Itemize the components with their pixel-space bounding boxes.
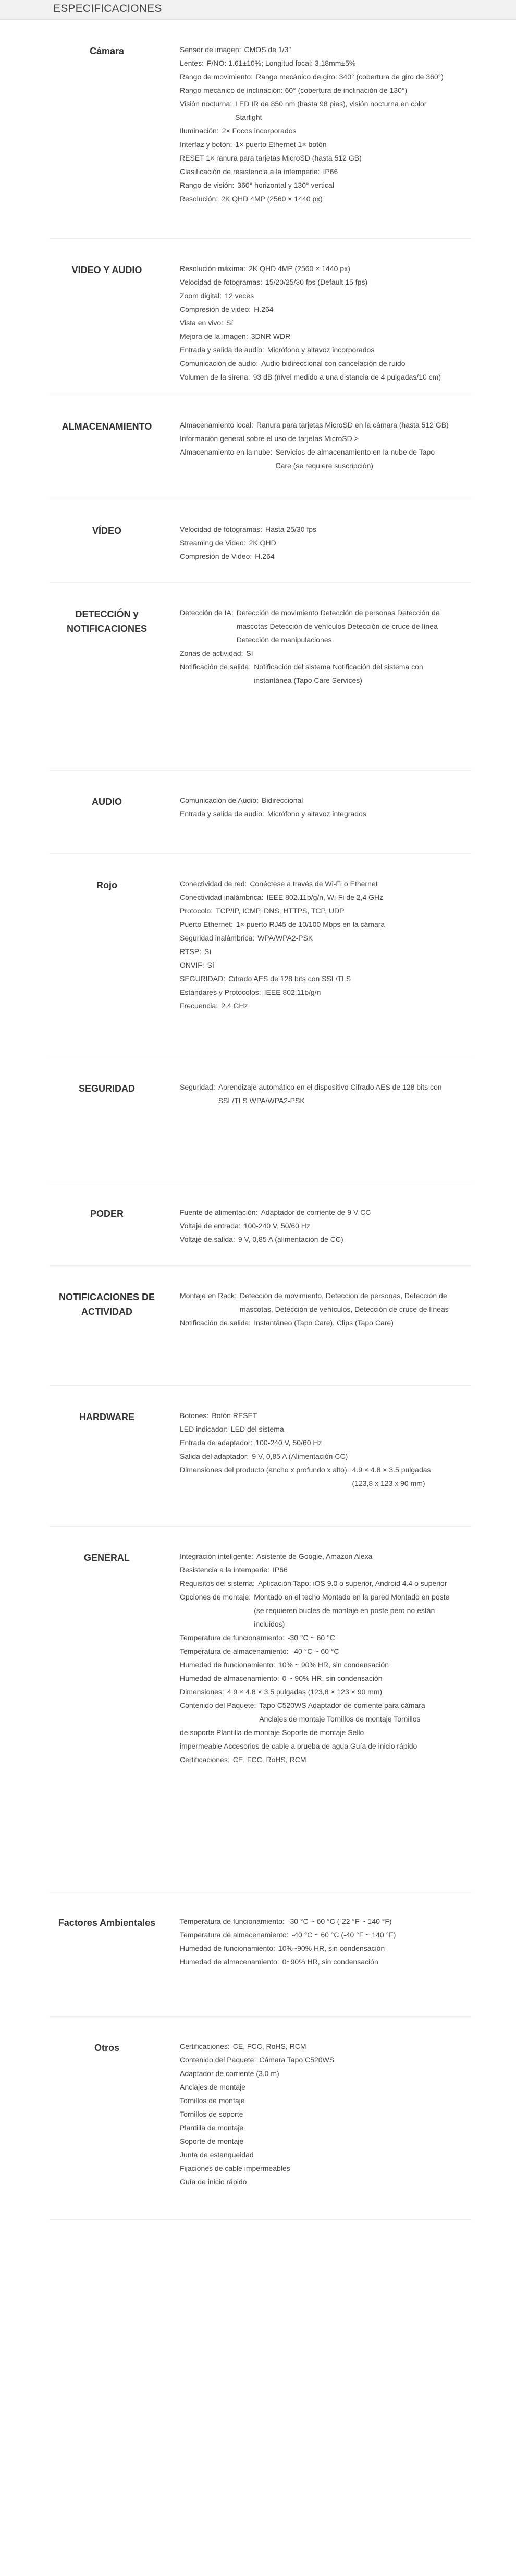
- spec-value: Sí: [204, 947, 212, 956]
- spec-value: 15/20/25/30 fps (Default 15 fps): [265, 278, 368, 286]
- spec-row: [180, 985, 451, 999]
- spec-row: [180, 1080, 451, 1107]
- spec-value: Cifrado AES de 128 bits con SSL/TLS: [228, 974, 351, 983]
- spec-value: Detección de movimiento Detección de personas Detección de mascotas Detección de vehículos Detección de cruce de línea Detección de manipulaciones: [236, 608, 440, 644]
- spec-row: [180, 2067, 451, 2080]
- spec-value: Sí: [246, 649, 253, 657]
- spec-label: Volumen de la sirena:: [180, 373, 250, 381]
- spec-value: 360° horizontal y 130° vertical: [237, 181, 334, 189]
- spec-section-hardware: [50, 1386, 472, 1527]
- spec-row: [180, 192, 451, 205]
- spec-value: 2K QHD 4MP (2560 × 1440 px): [221, 194, 323, 203]
- spec-value: TCP/IP, ICMP, DNS, HTTPS, TCP, UDP: [216, 907, 345, 915]
- spec-label: Voltaje de salida:: [180, 1235, 235, 1243]
- spec-value: IP66: [323, 167, 338, 176]
- spec-row: [180, 178, 451, 192]
- spec-row: [180, 1422, 451, 1436]
- spec-value: de soporte Plantilla de montaje Soporte de montaje Sello: [180, 1728, 364, 1737]
- spec-value: CE, FCC, RoHS, RCM: [232, 2042, 306, 2050]
- spec-row: [180, 1942, 451, 1955]
- spec-label: Interfaz y botón:: [180, 140, 232, 149]
- spec-value: 2× Focos incorporados: [222, 127, 297, 135]
- section-title: GENERAL: [83, 1553, 130, 1563]
- spec-label: Frecuencia:: [180, 1002, 218, 1010]
- spec-row: [180, 97, 451, 124]
- spec-value: LED IR de 850 nm (hasta 98 pies), visión nocturna en color Starlight: [235, 100, 427, 121]
- spec-label: Resolución máxima:: [180, 264, 246, 273]
- spec-row: [180, 83, 451, 97]
- spec-section-general: [50, 1527, 472, 1891]
- spec-row: [180, 918, 451, 931]
- spec-value: Notificación del sistema Notificación del sistema con instantánea (Tapo Care Services): [254, 663, 423, 685]
- spec-value: -40 °C ~ 60 °C (-40 °F ~ 140 °F): [291, 1931, 396, 1939]
- spec-label: Resistencia a la intemperie:: [180, 1566, 269, 1574]
- spec-row: [180, 2094, 451, 2107]
- spec-value: CMOS de 1/3": [244, 45, 291, 54]
- spec-section-video-audio: [50, 239, 472, 395]
- spec-value: Bidireccional: [262, 796, 303, 804]
- spec-row: [180, 1219, 451, 1232]
- spec-row: [180, 43, 451, 56]
- spec-row: [180, 931, 451, 945]
- spec-value: Audio bidireccional con cancelación de ruido: [261, 359, 406, 368]
- spec-row: [180, 2040, 451, 2053]
- spec-value: Sí: [207, 961, 214, 969]
- spec-row: [180, 56, 451, 70]
- spec-value: IP66: [272, 1566, 288, 1574]
- spec-row: [180, 1316, 451, 1329]
- spec-row: [180, 1699, 451, 1726]
- section-title: DETECCIÓN y NOTIFICACIONES: [66, 609, 147, 634]
- spec-value: 12 veces: [225, 291, 254, 300]
- spec-label: Comunicación de Audio:: [180, 796, 259, 804]
- spec-label: Temperatura de funcionamiento:: [180, 1633, 285, 1642]
- section-body: [164, 1549, 472, 1891]
- spec-value: Asistente de Google, Amazon Alexa: [256, 1552, 373, 1560]
- spec-row: [180, 151, 451, 165]
- spec-value: 100-240 V, 50/60 Hz: [243, 1222, 310, 1230]
- spec-row: [180, 289, 451, 302]
- spec-label: Requisitos del sistema:: [180, 1579, 255, 1588]
- spec-label: Estándares y Protocolos:: [180, 988, 261, 996]
- spec-label: Salida del adaptador:: [180, 1452, 249, 1460]
- spec-row: [180, 1631, 451, 1644]
- spec-label: Integración inteligente:: [180, 1552, 253, 1560]
- spec-value: Montado en el techo Montado en la pared Montado en poste (se requieren bucles de montaje en poste pero no están incluidos): [254, 1593, 450, 1628]
- spec-label: Humedad de almacenamiento:: [180, 1674, 279, 1682]
- spec-label: Visión nocturna:: [180, 100, 232, 108]
- spec-label: Puerto Ethernet:: [180, 920, 233, 929]
- spec-label: Opciones de montaje:: [180, 1593, 251, 1601]
- section-body: [164, 1205, 472, 1265]
- spec-value: 0 ~ 90% HR, sin condensación: [282, 1674, 383, 1682]
- spec-label: Iluminación:: [180, 127, 219, 135]
- spec-label: Mejora de la imagen:: [180, 332, 248, 340]
- spec-row: [180, 999, 451, 1012]
- spec-value: 2K QHD 4MP (2560 × 1440 px): [249, 264, 350, 273]
- spec-row: [180, 2080, 451, 2094]
- spec-value: Anclajes de montaje: [180, 2083, 246, 2091]
- spec-value: Tornillos de montaje: [180, 2096, 245, 2105]
- spec-value: 1× puerto RJ45 de 10/100 Mbps en la cámara: [236, 920, 385, 929]
- spec-value: Adaptador de corriente de 9 V CC: [261, 1208, 371, 1216]
- spec-row: [180, 550, 451, 563]
- spec-row: [180, 2121, 451, 2134]
- spec-row: [180, 2162, 451, 2175]
- spec-label: Detección de IA:: [180, 608, 234, 617]
- spec-row: [180, 945, 451, 958]
- spec-value: Micrófono y altavoz integrados: [267, 810, 366, 818]
- spec-row: [180, 1914, 451, 1928]
- spec-row: [180, 2107, 451, 2121]
- section-body: [164, 2040, 472, 2219]
- spec-row: [180, 1563, 451, 1577]
- spec-label: Dimensiones:: [180, 1688, 224, 1696]
- spec-section-poder: [50, 1182, 472, 1266]
- spec-section-ambientales: [50, 1891, 472, 2017]
- section-title: Factores Ambientales: [58, 1918, 156, 1928]
- spec-label: Compresión de video:: [180, 305, 251, 313]
- spec-row: [180, 275, 451, 289]
- spec-value: 93 dB (nivel medido a una distancia de 4 pulgadas/10 cm): [253, 373, 441, 381]
- spec-value: Aprendizaje automático en el dispositivo Cifrado AES de 128 bits con SSL/TLS WPA/WPA2-PSK: [218, 1083, 442, 1105]
- section-title: VIDEO Y AUDIO: [71, 265, 142, 275]
- spec-row: [180, 1739, 451, 1753]
- spec-label: Resolución:: [180, 194, 218, 203]
- section-body: [164, 262, 472, 395]
- spec-row: [180, 370, 451, 384]
- spec-value: CE, FCC, RoHS, RCM: [232, 1755, 306, 1764]
- section-body: [164, 43, 472, 238]
- spec-row: [180, 329, 451, 343]
- spec-row: [180, 2148, 451, 2162]
- spec-label: Zonas de actividad:: [180, 649, 243, 657]
- spec-value: Soporte de montaje: [180, 2137, 244, 2145]
- spec-label: Almacenamiento en la nube:: [180, 448, 273, 456]
- spec-value: Botón RESET: [212, 1411, 257, 1420]
- spec-row: [180, 1726, 451, 1739]
- section-title: HARDWARE: [79, 1412, 134, 1422]
- spec-row: [180, 2134, 451, 2148]
- spec-value: WPA/WPA2-PSK: [257, 934, 313, 942]
- spec-label: Fuente de alimentación:: [180, 1208, 258, 1216]
- spec-label: Vista en vivo:: [180, 319, 224, 327]
- section-title: ALMACENAMIENTO: [62, 421, 152, 432]
- spec-label: Voltaje de entrada:: [180, 1222, 241, 1230]
- spec-label: Rango de movimiento:: [180, 72, 253, 81]
- section-title: PODER: [90, 1208, 124, 1219]
- spec-value: Aplicación Tapo: iOS 9.0 o superior, Android 4.4 o superior: [257, 1579, 447, 1588]
- spec-row: [180, 1436, 451, 1449]
- spec-row: [180, 522, 451, 536]
- spec-row: [180, 418, 451, 432]
- spec-label: RTSP:: [180, 947, 201, 956]
- specs-container: [50, 20, 472, 2220]
- spec-value: Rango mecánico de inclinación: 60° (cobertura de inclinación de 130°): [180, 86, 408, 94]
- spec-label: LED indicador:: [180, 1425, 228, 1433]
- spec-label: Notificación de salida:: [180, 663, 251, 671]
- spec-row: [180, 262, 451, 275]
- spec-value: Tornillos de soporte: [180, 2110, 243, 2118]
- spec-label: Temperatura de almacenamiento:: [180, 1647, 289, 1655]
- spec-label: Streaming de Video:: [180, 539, 246, 547]
- spec-row: [180, 1644, 451, 1658]
- spec-row: [180, 2053, 451, 2067]
- specs-header: [0, 0, 516, 20]
- spec-label: Almacenamiento local:: [180, 421, 253, 429]
- spec-label: Velocidad de fotogramas:: [180, 525, 262, 533]
- spec-row: [180, 1449, 451, 1463]
- spec-section-otros: [50, 2017, 472, 2220]
- spec-row: [180, 1685, 451, 1699]
- spec-label: Sensor de imagen:: [180, 45, 241, 54]
- spec-value: -40 °C ~ 60 °C: [291, 1647, 339, 1655]
- section-title: AUDIO: [92, 797, 122, 807]
- spec-label: Lentes:: [180, 59, 204, 67]
- spec-value: Rango mecánico de giro: 340° (cobertura de giro de 360°): [256, 72, 444, 81]
- spec-value: Información general sobre el uso de tarjetas MicroSD >: [180, 434, 359, 443]
- spec-value: IEEE 802.11b/g/n, Wi-Fi de 2,4 GHz: [266, 893, 384, 901]
- spec-label: Certificaciones:: [180, 2042, 230, 2050]
- spec-row: [180, 302, 451, 316]
- spec-row: [180, 660, 451, 687]
- spec-value: 4.9 × 4.8 × 3.5 pulgadas (123,8 × 123 × 90 mm): [227, 1688, 383, 1696]
- spec-row: [180, 877, 451, 890]
- spec-value: -30 °C ~ 60 °C (-22 °F ~ 140 °F): [287, 1917, 392, 1925]
- spec-label: Zoom digital:: [180, 291, 222, 300]
- spec-section-almacenamiento: [50, 395, 472, 499]
- spec-label: Protocolo:: [180, 907, 213, 915]
- spec-row: [180, 124, 451, 138]
- spec-value: 0~90% HR, sin condensación: [282, 1958, 378, 1966]
- spec-label: Conectividad de red:: [180, 880, 247, 888]
- spec-value: IEEE 802.11b/g/n: [264, 988, 321, 996]
- spec-row: [180, 793, 451, 807]
- spec-label: Humedad de almacenamiento:: [180, 1958, 279, 1966]
- spec-label: ONVIF:: [180, 961, 204, 969]
- spec-value: 9 V, 0,85 A (alimentación de CC): [238, 1235, 343, 1243]
- spec-row: [180, 972, 451, 985]
- spec-value: F/NO: 1.61±10%; Longitud focal: 3.18mm±5%: [206, 59, 356, 67]
- section-title: NOTIFICACIONES DE ACTIVIDAD: [58, 1292, 155, 1317]
- spec-value: -30 °C ~ 60 °C: [287, 1633, 335, 1642]
- section-title: Rojo: [96, 880, 117, 890]
- spec-row: [180, 1658, 451, 1671]
- section-body: [164, 1080, 472, 1182]
- spec-label: Entrada de adaptador:: [180, 1438, 253, 1447]
- spec-row: [180, 1753, 451, 1766]
- spec-value: 9 V, 0,85 A (Alimentación CC): [252, 1452, 348, 1460]
- spec-value: 10% ~ 90% HR, sin condensación: [278, 1661, 389, 1669]
- spec-label: Dimensiones del producto (ancho x profundo x alto):: [180, 1466, 349, 1474]
- spec-section-video: [50, 499, 472, 583]
- spec-value: 1× puerto Ethernet 1× botón: [235, 140, 327, 149]
- section-title: SEGURIDAD: [78, 1083, 135, 1094]
- spec-row: [180, 1205, 451, 1219]
- spec-row: [180, 1289, 451, 1316]
- spec-row: [180, 890, 451, 904]
- spec-value: Fijaciones de cable impermeables: [180, 2164, 290, 2172]
- spec-label: SEGURIDAD:: [180, 974, 226, 983]
- section-title: Otros: [94, 2043, 119, 2053]
- spec-label: Botones:: [180, 1411, 209, 1420]
- section-body: [164, 793, 472, 853]
- spec-value: 2K QHD: [249, 539, 276, 547]
- spec-row: [180, 1590, 451, 1631]
- spec-row: [180, 646, 451, 660]
- spec-row: [180, 606, 451, 646]
- spec-value: 10%~90% HR, sin condensación: [278, 1944, 385, 1952]
- spec-row: [180, 1232, 451, 1246]
- spec-section-notificaciones-actividad: [50, 1266, 472, 1386]
- section-body: [164, 877, 472, 1057]
- spec-row: [180, 343, 451, 357]
- spec-label: Contenido del Paquete:: [180, 1701, 256, 1710]
- spec-row: [180, 536, 451, 550]
- spec-value: Conéctese a través de Wi-Fi o Ethernet: [250, 880, 378, 888]
- spec-row: [180, 165, 451, 178]
- section-title: VÍDEO: [92, 526, 121, 536]
- spec-label: Temperatura de almacenamiento:: [180, 1931, 289, 1939]
- spec-value: Sí: [226, 319, 234, 327]
- spec-value: impermeable Accesorios de cable a prueba de agua Guía de inicio rápido: [180, 1742, 417, 1750]
- spec-row: [180, 807, 451, 821]
- spec-value: 2.4 GHz: [221, 1002, 248, 1010]
- spec-label: Seguridad:: [180, 1083, 215, 1091]
- spec-value: Junta de estanqueidad: [180, 2151, 254, 2159]
- spec-row: [180, 432, 451, 445]
- section-body: [164, 418, 472, 499]
- spec-value: Instantáneo (Tapo Care), Clips (Tapo Care): [254, 1318, 394, 1327]
- spec-section-rojo: [50, 854, 472, 1057]
- spec-label: Entrada y salida de audio:: [180, 346, 264, 354]
- section-body: [164, 1289, 472, 1385]
- spec-value: H.264: [255, 552, 275, 560]
- spec-value: Ranura para tarjetas MicroSD en la cámara (hasta 512 GB): [256, 421, 449, 429]
- section-body: [164, 522, 472, 582]
- spec-row: [180, 958, 451, 972]
- spec-label: Temperatura de funcionamiento:: [180, 1917, 285, 1925]
- spec-row: [180, 1463, 451, 1490]
- spec-label: Humedad de funcionamiento:: [180, 1944, 275, 1952]
- spec-value: 3DNR WDR: [251, 332, 291, 340]
- page-title: ESPECIFICACIONES: [53, 3, 162, 15]
- spec-value: Hasta 25/30 fps: [265, 525, 317, 533]
- spec-value: Detección de movimiento, Detección de personas, Detección de mascotas, Detección de vehículos, Detección de cruce de líneas: [239, 1291, 449, 1313]
- spec-section-deteccion: [50, 583, 472, 771]
- spec-row: [180, 70, 451, 83]
- spec-row: [180, 1549, 451, 1563]
- spec-label: Velocidad de fotogramas:: [180, 278, 262, 286]
- spec-value: Cámara Tapo C520WS: [259, 2056, 335, 2064]
- spec-row: [180, 316, 451, 329]
- spec-label: Entrada y salida de audio:: [180, 810, 264, 818]
- spec-label: Compresión de Video:: [180, 552, 252, 560]
- spec-label: Conectividad inalámbrica:: [180, 893, 264, 901]
- spec-row: [180, 1955, 451, 1969]
- spec-label: Notificación de salida:: [180, 1318, 251, 1327]
- spec-section-camara: [50, 20, 472, 239]
- spec-value: Plantilla de montaje: [180, 2123, 244, 2132]
- spec-row: [180, 1577, 451, 1590]
- section-body: [164, 1914, 472, 2016]
- spec-row: [180, 1409, 451, 1422]
- spec-value: Micrófono y altavoz incorporados: [267, 346, 375, 354]
- spec-value: Adaptador de corriente (3.0 m): [180, 2069, 279, 2078]
- spec-value: RESET 1× ranura para tarjetas MicroSD (hasta 512 GB): [180, 154, 362, 162]
- spec-value: LED del sistema: [230, 1425, 284, 1433]
- spec-row: [180, 138, 451, 151]
- spec-row: [180, 904, 451, 918]
- section-body: [164, 1409, 472, 1526]
- spec-label: Certificaciones:: [180, 1755, 230, 1764]
- spec-row: [180, 1671, 451, 1685]
- spec-label: Humedad de funcionamiento:: [180, 1661, 275, 1669]
- spec-label: Clasificación de resistencia a la intemperie:: [180, 167, 320, 176]
- spec-section-seguridad: [50, 1057, 472, 1182]
- spec-value: 4.9 × 4.8 × 3.5 pulgadas (123,8 x 123 x 90 mm): [352, 1466, 431, 1487]
- section-title: Cámara: [89, 46, 125, 56]
- spec-label: Rango de visión:: [180, 181, 235, 189]
- spec-row: [180, 2175, 451, 2189]
- spec-value: Tapo C520WS Adaptador de corriente para cámara Anclajes de montaje Tornillos de montaje Tornillos: [259, 1701, 425, 1723]
- section-body: [164, 606, 472, 770]
- spec-value: 100-240 V, 50/60 Hz: [255, 1438, 322, 1447]
- spec-value: Guía de inicio rápido: [180, 2178, 247, 2186]
- spec-row: [180, 357, 451, 370]
- spec-row: [180, 445, 451, 472]
- spec-label: Comunicación de audio:: [180, 359, 259, 368]
- spec-value: Servicios de almacenamiento en la nube de Tapo Care (se requiere suscripción): [275, 448, 435, 470]
- spec-label: Montaje en Rack:: [180, 1291, 237, 1300]
- spec-row: [180, 1928, 451, 1942]
- spec-section-audio: [50, 771, 472, 854]
- spec-label: Seguridad inalámbrica:: [180, 934, 255, 942]
- spec-label: Contenido del Paquete:: [180, 2056, 256, 2064]
- spec-value: H.264: [254, 305, 274, 313]
